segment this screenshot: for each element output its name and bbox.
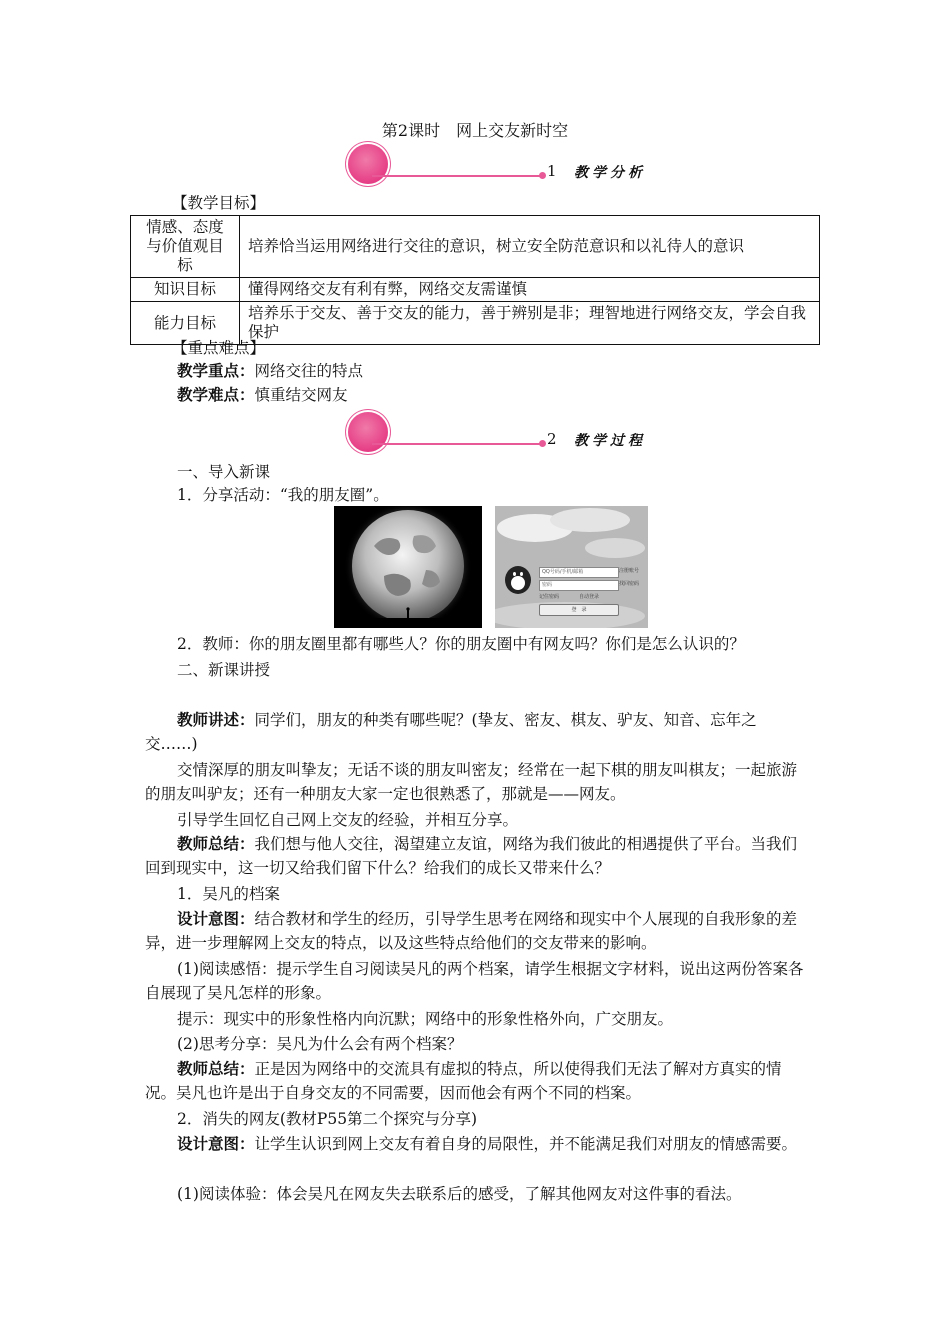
qq-remember-checkbox[interactable]: 记住密码 xyxy=(539,594,560,600)
paragraph-design-intent: 设计意图：结合教材和学生的经历，引导学生思考在网络和现实中个人展现的自我形象的差异，进一步理解网上交友的特点，以及这些特点给他们的交友带来的影响。 xyxy=(145,909,798,952)
paragraph-hint: 提示：现实中的形象性格内向沉默；网络中的形象性格外向，广交朋友。 xyxy=(177,1010,674,1028)
subheading-vanished-friend: 2．消失的网友(教材P55第二个探究与分享) xyxy=(177,1110,478,1128)
intro-item-1: 1．分享活动：“我的朋友圈”。 xyxy=(177,486,389,504)
qq-register-link[interactable]: 注册账号 xyxy=(619,568,640,574)
section-banner-process xyxy=(344,412,654,460)
objective-value: 培养恰当运用网络进行交往的意识，树立安全防范意识和以礼待人的意识 xyxy=(240,216,820,278)
paragraph-teacher-summary-2: 教师总结：正是因为网络中的交流具有虚拟的特点，所以使得我们无法了解对方真实的情况。吴凡也许是出于自身交友的不同需要，因而他会有两个不同的档案。 xyxy=(145,1059,782,1102)
qq-penguin-icon xyxy=(505,566,531,594)
qq-autologin-checkbox[interactable]: 自动登录 xyxy=(579,594,600,600)
section-label: 教学分析 xyxy=(574,165,646,181)
qq-login-screenshot xyxy=(495,506,648,628)
table-row xyxy=(131,278,820,302)
section-banner-analysis xyxy=(344,144,654,192)
paragraph-reading-experience: (1)阅读体验：体会吴凡在网友失去联系后的感受，了解其他网友对这件事的看法。 xyxy=(177,1185,742,1203)
banner-circle xyxy=(348,144,388,184)
intro-heading: 一、导入新课 xyxy=(177,463,271,481)
objectives-table xyxy=(130,215,820,345)
lesson-title: 第2课时 网上交友新时空 xyxy=(381,121,569,140)
paragraph-guide-share: 引导学生回忆自己网上交友的经验，并相互分享。 xyxy=(177,811,519,829)
qq-account-input[interactable]: QQ号码/手机/邮箱 xyxy=(539,567,619,578)
objectives-heading: 【教学目标】 xyxy=(172,194,266,212)
teaching-focus: 教学重点：网络交往的特点 xyxy=(177,361,364,380)
paragraph-teacher-summary: 教师总结：我们想与他人交往，渴望建立友谊，网络为我们彼此的相遇提供了平台。当我们回到现实中，这一切又给我们留下什么？给我们的成长又带来什么？ xyxy=(145,834,798,877)
intro-item-2: 2．教师：你的朋友圈里都有哪些人？你的朋友圈中有网友吗？你们是怎么认识的？ xyxy=(177,635,745,653)
section-number: 1 xyxy=(547,162,557,180)
qq-forgot-link[interactable]: 找回密码 xyxy=(619,581,640,587)
earth-globe-illustration xyxy=(334,506,482,628)
objective-value: 培养乐于交友、善于交友的能力，善于辨别是非；理智地进行网络交友，学会自我保护 xyxy=(240,302,820,345)
earth-night-photo xyxy=(334,506,482,628)
section-label: 教学过程 xyxy=(574,433,646,449)
subheading-wufan-profile: 1．吴凡的档案 xyxy=(177,885,280,903)
objective-value: 懂得网络交友有利有弊，网络交友需谨慎 xyxy=(240,278,820,302)
qq-login-button[interactable]: 登 录 xyxy=(539,604,619,616)
paragraph-design-intent-2: 设计意图：让学生认识到网上交友有着自身的局限性，并不能满足我们对朋友的情感需要。 xyxy=(177,1134,798,1153)
table-row xyxy=(131,216,820,278)
objective-key: 知识目标 xyxy=(131,278,240,302)
qq-password-input[interactable]: 密码 xyxy=(539,580,619,591)
teaching-difficulty: 教学难点：慎重结交网友 xyxy=(177,385,348,404)
keypoints-heading: 【重点难点】 xyxy=(172,339,266,357)
paragraph-friend-types: 交情深厚的朋友叫挚友；无话不谈的朋友叫密友；经常在一起下棋的朋友叫棋友；一起旅游的朋友叫驴友；还有一种朋友大家一定也很熟悉了，那就是——网友。 xyxy=(145,761,798,803)
objective-key: 情感、态度与价值观目标 xyxy=(131,216,240,278)
paragraph-teacher-talk: 教师讲述：同学们，朋友的种类有哪些呢？(挚友、密友、棋友、驴友、知音、忘年之交……) xyxy=(145,710,757,753)
new-lesson-heading: 二、新课讲授 xyxy=(177,661,271,679)
paragraph-reading: (1)阅读感悟：提示学生自习阅读吴凡的两个档案，请学生根据文字材料，说出这两份答案各自展现了吴凡怎样的形象。 xyxy=(145,960,804,1002)
banner-circle xyxy=(348,412,388,452)
section-number: 2 xyxy=(547,430,557,448)
paragraph-think-share: (2)思考分享：吴凡为什么会有两个档案？ xyxy=(177,1035,463,1053)
objective-key: 能力目标 xyxy=(131,302,240,345)
